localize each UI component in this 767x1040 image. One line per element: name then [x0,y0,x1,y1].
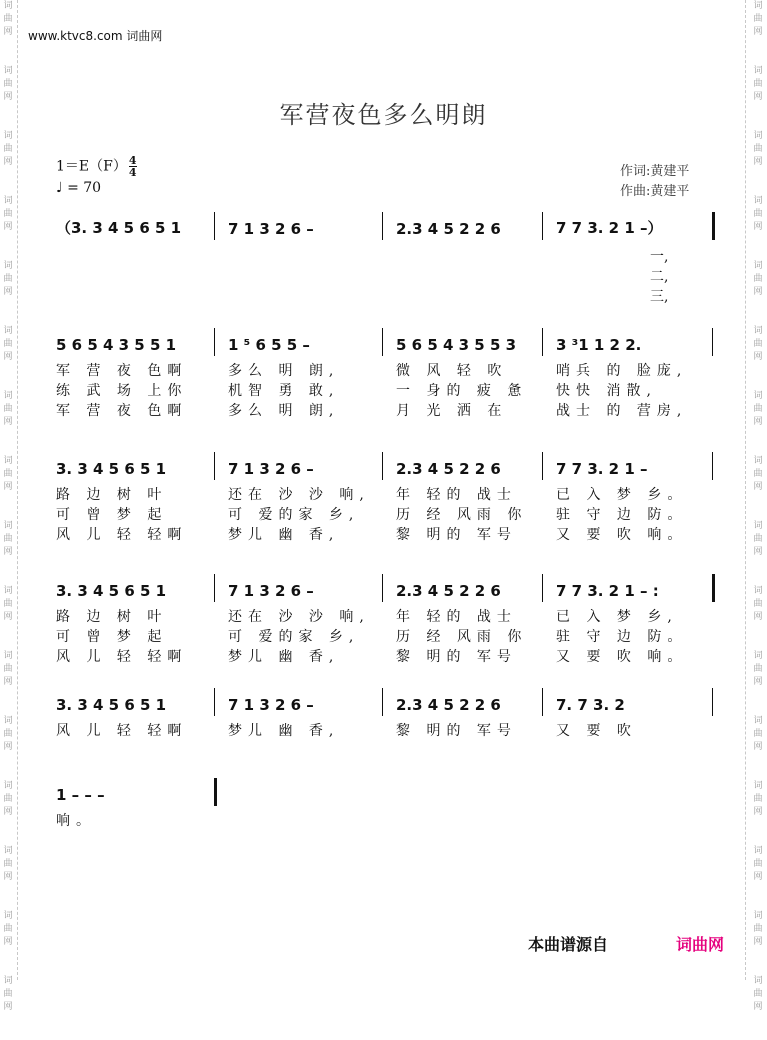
lyric-segment: 又 要 吹 [556,723,637,739]
key-prefix: 1＝E（F） [56,158,127,175]
barline [382,212,383,240]
tempo-value: = 70 [67,180,102,196]
footer-source-text: 本曲谱源自 [528,935,609,954]
measure: 7 1 3 2 6 – [228,582,314,600]
score-system [44,778,720,830]
lyric-segment: 多么 明 朗, [228,403,340,419]
score-system [44,328,720,420]
notation-row [44,452,720,478]
lyric-segment: 又 要 吹 响。 [556,649,688,665]
lyric-segment: 可 爱的家 乡, [228,629,360,645]
measure: 2.3 4 5 2 2 6 [396,220,501,238]
barline [712,688,713,716]
lyric-line [44,524,720,544]
lyric-segment: 风 儿 轻 轻啊 [56,527,188,543]
barline [214,688,215,716]
barline [712,328,713,356]
notation-row [44,574,720,600]
barline [542,688,543,716]
barline [542,452,543,480]
time-sig-denominator: 4 [128,166,137,179]
measure: 2.3 4 5 2 2 6 [396,582,501,600]
left-margin-line [17,0,18,980]
lyric-line [44,626,720,646]
barline [542,574,543,602]
measure: 3. 3 4 5 6 5 1 [56,696,167,714]
composer-credit: 作曲:黄建平 [620,184,690,199]
lyric-segment: 又 要 吹 响。 [556,527,688,543]
lyricist-credit: 作词:黄建平 [620,164,690,179]
lyric-segment: 军 营 夜 色啊 [56,403,188,419]
barline [382,328,383,356]
verse-number-3: 三, [650,289,669,305]
measure: 2.3 4 5 2 2 6 [396,460,501,478]
lyric-segment: 可 爱的家 乡, [228,507,360,523]
lyric-segment: 可 曾 梦 起 [56,629,168,645]
footer-site-link[interactable]: 词曲网 [676,935,725,954]
lyric-segment: 已 入 梦 乡。 [556,487,688,503]
measure: 1 – – – [56,786,105,804]
barline [712,452,713,480]
lyric-segment: 响。 [56,813,96,829]
lyric-segment: 军 营 夜 色啊 [56,363,188,379]
lyric-line [44,720,720,740]
score-system [44,212,720,238]
barline [382,574,383,602]
lyric-segment: 年 轻的 战士 [396,609,517,625]
lyric-segment: 练 武 场 上你 [56,383,188,399]
lyric-segment: 还在 沙 沙 响, [228,487,370,503]
lyric-segment: 微 风 轻 吹 [396,363,508,379]
lyric-segment: 可 曾 梦 起 [56,507,168,523]
lyric-segment: 梦儿 幽 香, [228,527,340,543]
lyric-segment: 快快 消散, [556,383,657,399]
verse-number-2: 二, [650,269,669,285]
measure: 2.3 4 5 2 2 6 [396,696,501,714]
lyric-segment: 路 边 树 叶 [56,487,168,503]
barline [542,212,543,240]
lyric-segment: 战士 的 营房, [556,403,688,419]
barline [214,452,215,480]
lyric-segment: 黎 明的 军号 [396,723,517,739]
verse-number-1: 一, [650,249,669,265]
time-signature [129,155,137,178]
lyric-segment: 风 儿 轻 轻啊 [56,649,188,665]
site-url[interactable]: www.ktvc8.com 词曲网 [28,29,163,43]
lyric-line [44,504,720,524]
lyric-line [44,484,720,504]
barline [214,212,215,240]
lyric-segment: 路 边 树 叶 [56,609,168,625]
barline [214,574,215,602]
lyric-line [44,360,720,380]
quarter-note-icon: ♩ [56,180,63,196]
lyric-line [44,646,720,666]
barline [214,778,217,806]
notation-row [44,688,720,714]
barline [542,328,543,356]
measure: 7 7 3. 2 1 – : [556,582,659,600]
score-system [44,688,720,740]
barline [382,452,383,480]
lyric-line [44,606,720,626]
notation-row [44,778,720,804]
lyric-segment: 黎 明的 军号 [396,527,517,543]
tempo-marking [56,180,101,196]
barline [382,688,383,716]
lyric-segment: 月 光 洒 在 [396,403,508,419]
measure: 3. 3 4 5 6 5 1 [56,460,167,478]
barline [712,574,715,602]
measure: 7 7 3. 2 1 – [556,460,648,478]
measure: （3. 3 4 5 6 5 1 [56,219,182,237]
lyric-segment: 黎 明的 军号 [396,649,517,665]
score-system [44,574,720,666]
lyric-segment: 历 经 风雨 你 [396,629,528,645]
lyric-segment: 梦儿 幽 香, [228,649,340,665]
measure: 7 1 3 2 6 – [228,460,314,478]
lyric-segment: 历 经 风雨 你 [396,507,528,523]
song-title: 军营夜色多么明朗 [279,101,488,129]
lyric-segment: 多么 明 朗, [228,363,340,379]
lyric-line [44,380,720,400]
measure: 3 ³1 1 2 2. [556,336,642,354]
score-system [44,452,720,544]
lyric-segment: 机智 勇 敢, [228,383,340,399]
measure: 7. 7 3. 2 [556,696,625,714]
measure: 3. 3 4 5 6 5 1 [56,582,167,600]
lyric-segment: 年 轻的 战士 [396,487,517,503]
lyric-segment: 已 入 梦 乡, [556,609,678,625]
right-watermark-column: 词 曲 网 词 曲 网 词 曲 网 词 曲 网 词 曲 网 词 曲 网 词 曲 网 词 曲 网 词 曲 网 词 曲 网 词 曲 网 词 曲 网 词 曲 网 词 曲 网 词 曲 网 词 曲 网 [753,1,763,1012]
notation-row [44,328,720,354]
measure: 7 7 3. 2 1 –） [556,219,663,237]
measure: 5 6 5 4 3 5 5 1 [56,336,177,354]
lyric-segment: 梦儿 幽 香, [228,723,340,739]
left-watermark-column: 词 曲 网 词 曲 网 词 曲 网 词 曲 网 词 曲 网 词 曲 网 词 曲 网 词 曲 网 词 曲 网 词 曲 网 词 曲 网 词 曲 网 词 曲 网 词 曲 网 词 曲 网 词 曲 网 [3,1,13,1012]
lyric-segment: 驻 守 边 防。 [556,507,688,523]
notation-row [44,212,720,238]
barline [214,328,215,356]
verse-numbers [650,247,668,307]
lyric-line [44,400,720,420]
lyric-segment: 哨兵 的 脸庞, [556,363,688,379]
lyric-segment: 还在 沙 沙 响, [228,609,370,625]
measure: 7 1 3 2 6 – [228,696,314,714]
measure: 1 ⁵ 6 5 5 – [228,336,310,354]
measure: 5 6 5 4 3 5 5 3 [396,336,517,354]
right-margin-line [745,0,746,980]
measure: 7 1 3 2 6 – [228,220,314,238]
time-sig-numerator: 4 [128,154,137,167]
lyric-segment: 一 身的 疲 惫 [396,383,528,399]
key-signature [56,155,137,178]
lyric-segment: 风 儿 轻 轻啊 [56,723,188,739]
barline [712,212,715,240]
lyric-line [44,810,720,830]
lyric-segment: 驻 守 边 防。 [556,629,688,645]
